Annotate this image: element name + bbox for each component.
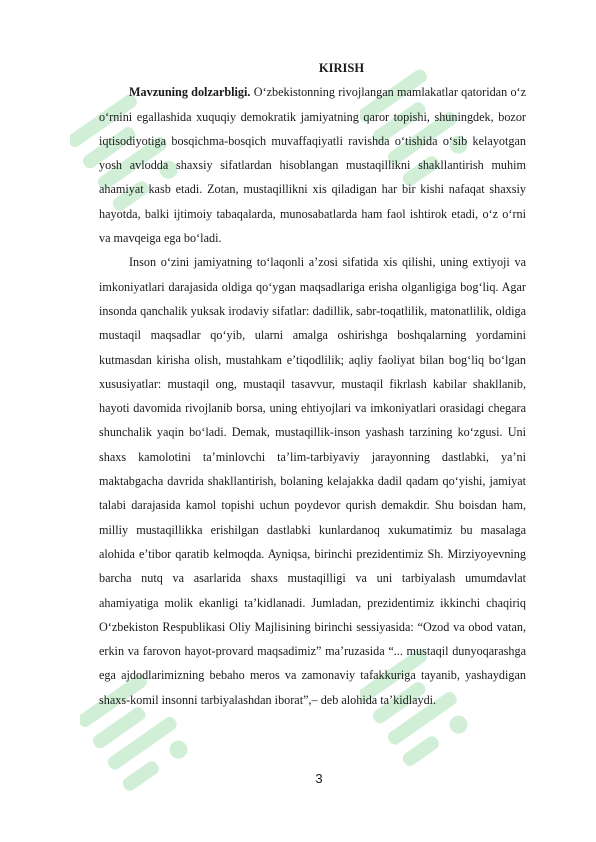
paragraph-relevance	[99, 80, 526, 250]
paragraph-independence: Inson o‘zini jamiyatning to‘laqonli a’zosi sifatida xis qilishi, uning extiyoji va imkoniyatlari darajasida oldiga qo‘ygan maqsadlariga erisha olganligiga bog‘liq. Agar insonda qanchalik yuksak irodaviy sifatlar: dadillik, sabr-toqatlilik, matonatlilik, oldiga mustaqil maqsadlar qo‘yib, ularni amalga oshirishga boshqalarning yordamini kutmasdan kirisha olish, mustahkam e’tiqodlilik; aqliy faoliyat bilan bog‘liq bo‘lgan xususiyatlar: mustaqil ong, mustaqil tasavvur, mustaqil fikrlash kabilar shakllanib, hayoti davomida rivojlanib borsa, uning ehtiyojlari va imkoniyatlari orasidagi chegara shunchalik yaqin bo‘ladi. Demak, mustaqillik-inson yashash tarzining ko‘zgusi. Uni shaxs kamolotini ta’minlovchi ta’lim-tarbiyaviy jarayonning dastlabki, ya’ni maktabgacha davrida shakllantirish, bolaning kelajakka dadil qadam qo‘yishi, jamiyat talabi darajasida kamol topishi uchun poydevor qurish demakdir. Shu boisdan ham, milliy mustaqillikka erishilgan dastlabki kunlardanoq xukumatimiz bu masalaga alohida e’tibor qaratib kelmoqda. Ayniqsa, birinchi prezidentimiz Sh. Mirziyoyevning barcha nutq va asarlarida shaxs mustaqilligi va uni tarbiyalash umumdavlat ahamiyatiga molik ekanligi ta’kidlanadi. Jumladan, prezidentimiz ikkinchi chaqiriq O‘zbekiston Respublikasi Oliy Majlisining birinchi sessiyasida: “Ozod va obod vatan, erkin va farovon hayot-provard maqsadimiz” ma’ruzasida “... mustaqil dunyoqarashga ega ajdodlarimizning bebaho meros va zamonaviy tafakkuriga tayanib, yashaydigan shaxs-komil insonni tarbiyalashdan iborat”,– deb alohida ta’kidlaydi.	[99, 255, 526, 707]
page-number: 3	[315, 771, 323, 786]
document-body	[99, 56, 526, 712]
document-title: KIRISH	[318, 61, 365, 75]
paragraph-lead: Mavzuning dolzarbligi.	[129, 85, 251, 100]
paragraph-body: O‘zbekistonning rivojlangan mamlakatlar qatoridan o‘z o‘rnini egallashida xuquqiy demokratik jamiyatning qaror topishi, shuningdek, bozor iqtisodiyotiga bosqichma-bosqich muvaffaqiyatli ravishda o‘tishida o‘sib kelayotgan yosh avlodda shaxsiy sifatlardan hisoblangan mustaqillikni shakllantirish muhim ahamiyat kasb etadi. Zotan, mustaqillikni xis qiladigan har bir kishi nafaqat shaxsiy hayotda, balki ijtimoiy tabaqalarda, munosabatlarda ham faol ishtirok etadi, o‘z o‘rni va mavqeiga ega bo‘ladi.	[99, 85, 526, 246]
